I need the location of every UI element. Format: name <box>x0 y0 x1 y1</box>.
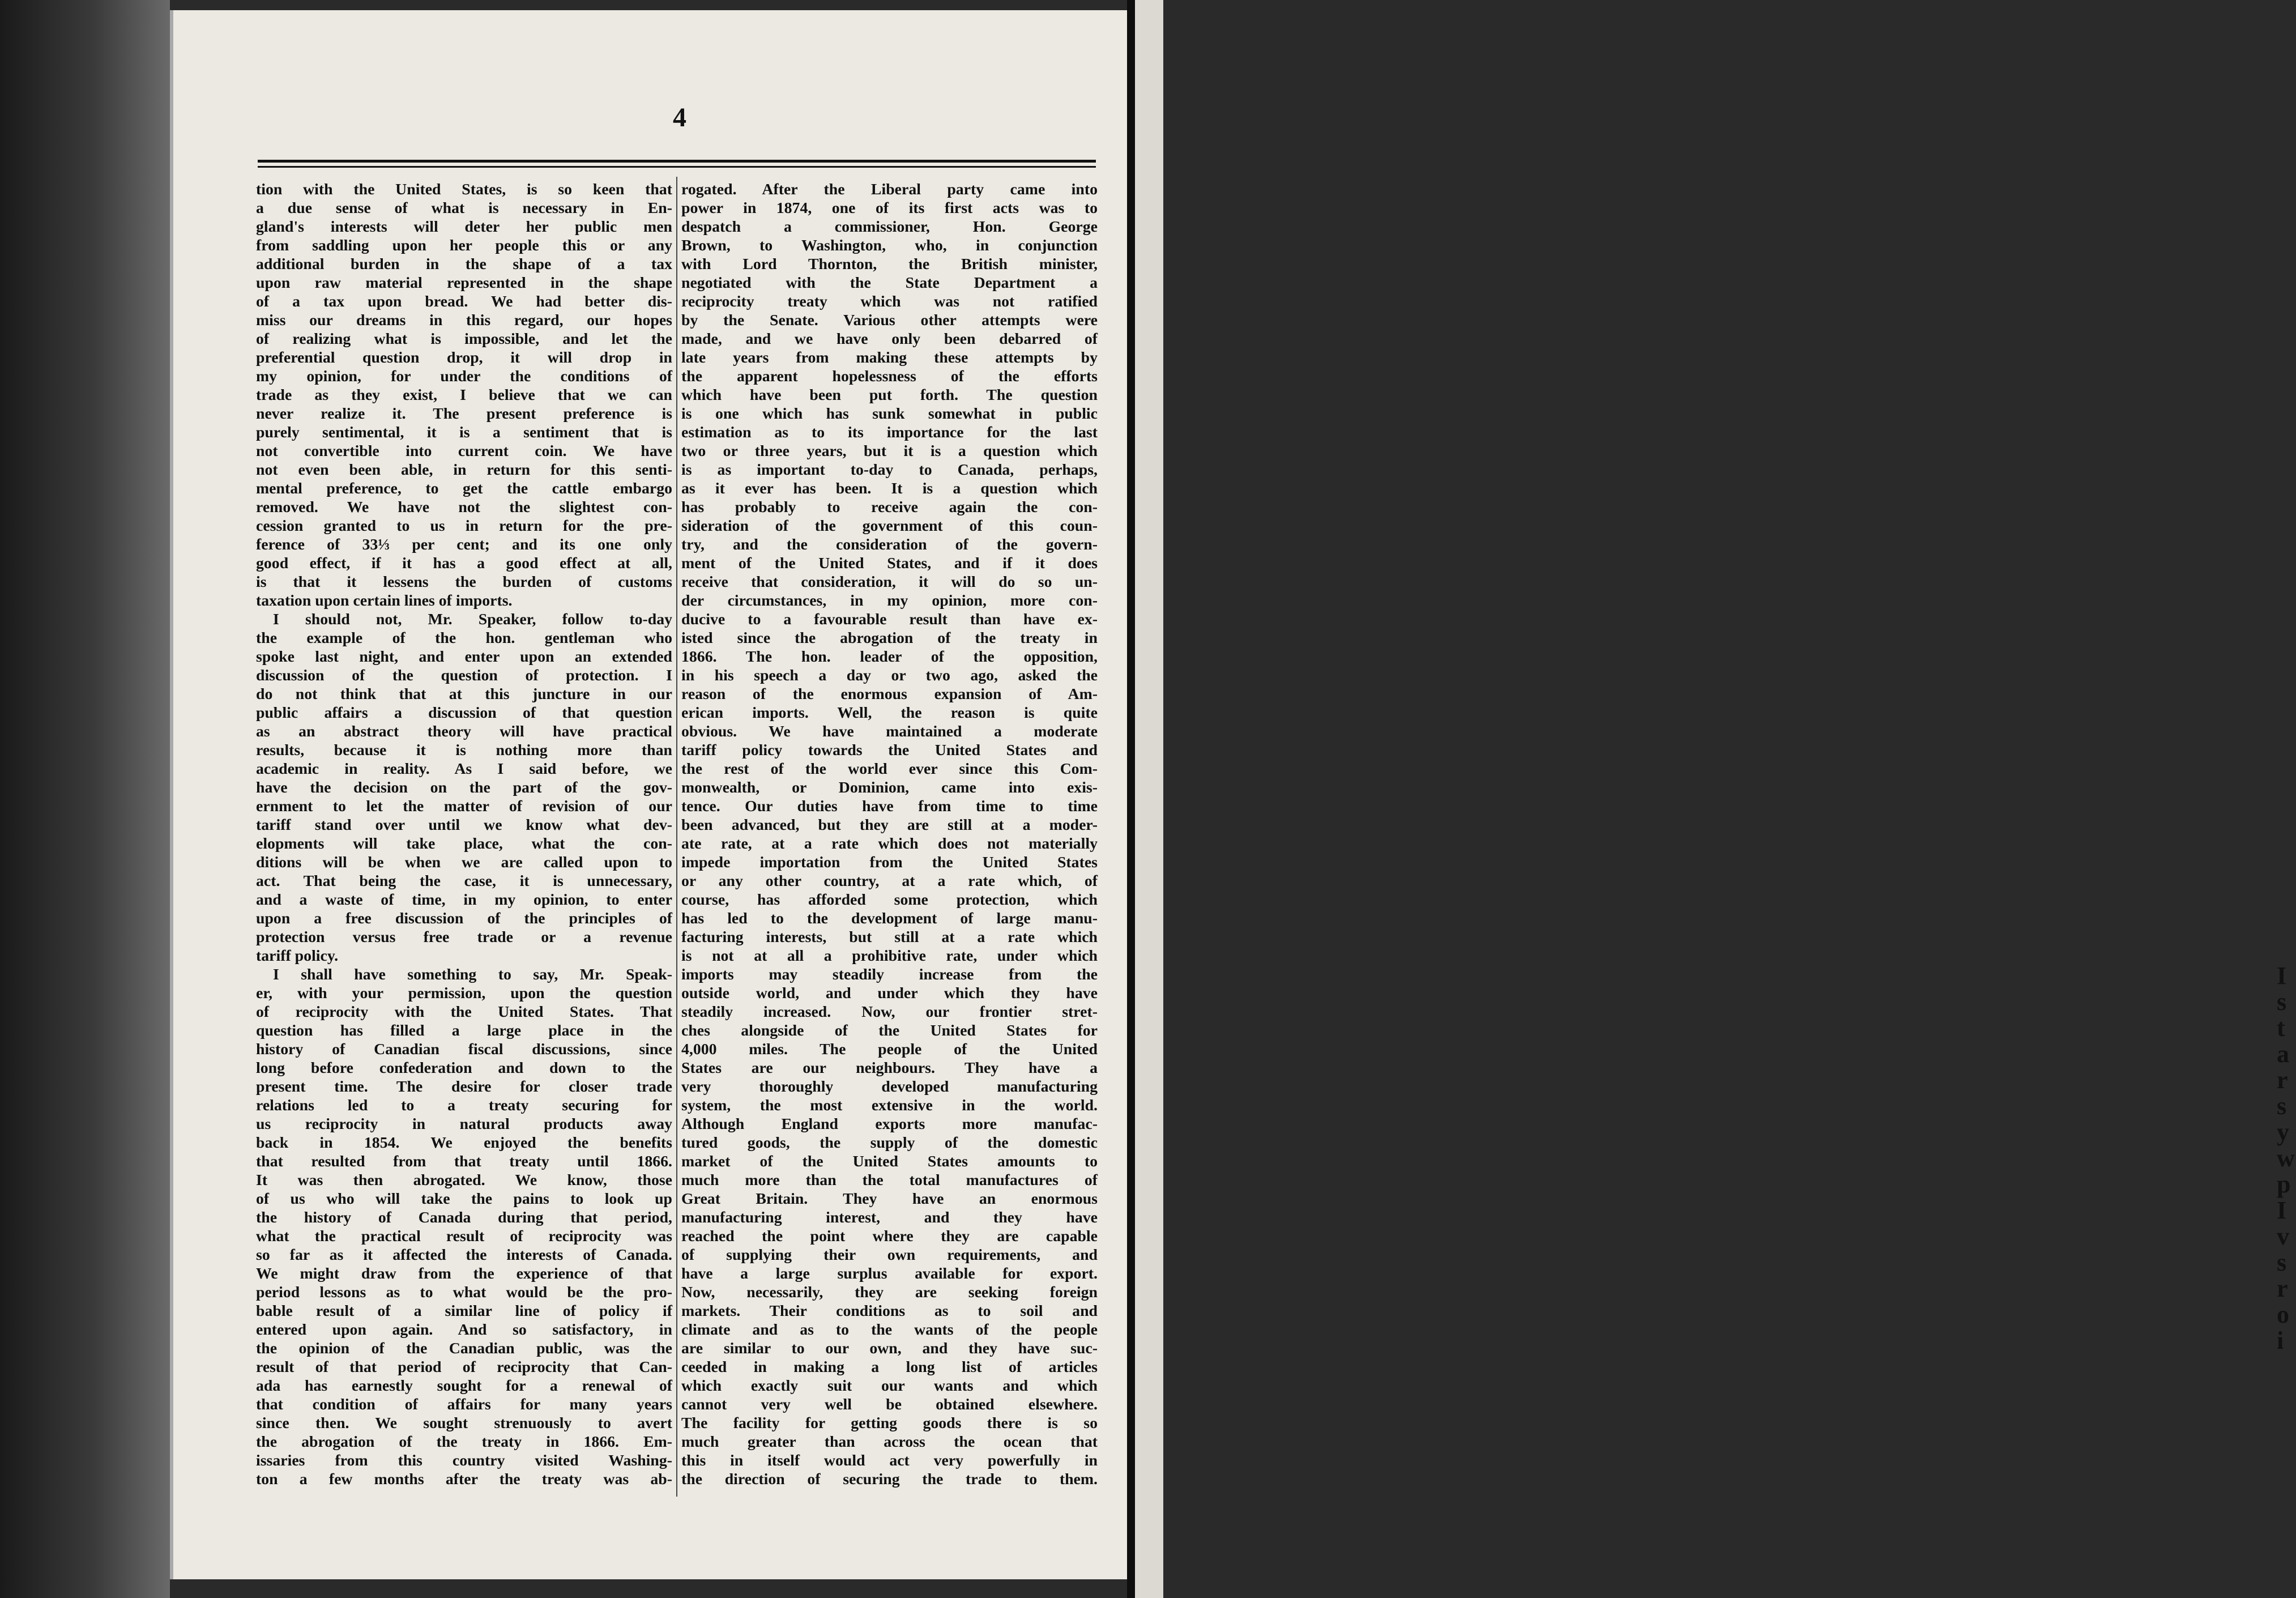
text-line: much greater than across the ocean that <box>681 1433 1098 1451</box>
text-line: much more than the total manufactures of <box>681 1171 1098 1189</box>
text-line: spoke last night, and enter upon an extended <box>256 648 672 666</box>
text-line: cession granted to us in return for the pre- <box>256 517 672 535</box>
header-rule-thin <box>258 166 1096 168</box>
text-line: market of the United States amounts to <box>681 1153 1098 1170</box>
text-line: as it ever has been. It is a question which <box>681 480 1098 497</box>
text-line: Although England exports more manufac- <box>681 1115 1098 1133</box>
text-line: miss our dreams in this regard, our hopes <box>256 312 672 329</box>
edge-letter: a <box>2277 1040 2289 1068</box>
text-line: It was then abrogated. We know, those <box>256 1171 672 1189</box>
text-line: The facility for getting goods there is so <box>681 1414 1098 1432</box>
text-line: ducive to a favourable result than have ex- <box>681 611 1098 628</box>
page-number: 4 <box>673 103 686 133</box>
text-line: reached the point where they are capable <box>681 1228 1098 1245</box>
text-line: relations led to a treaty securing for <box>256 1097 672 1114</box>
binding-shadow <box>1127 0 1135 1598</box>
text-line: by the Senate. Various other attempts were <box>681 312 1098 329</box>
text-line: protection versus free trade or a revenue <box>256 928 672 946</box>
text-line: reason of the enormous expansion of Am- <box>681 685 1098 703</box>
text-line: with Lord Thornton, the British minister, <box>681 255 1098 273</box>
edge-letter: I <box>2277 962 2287 990</box>
text-line: my opinion, for under the conditions of <box>256 368 672 385</box>
text-line: has led to the development of large manu- <box>681 910 1098 927</box>
text-line: ference of 33⅓ per cent; and its one only <box>256 536 672 553</box>
adjacent-page-edge <box>1135 0 2295 1598</box>
text-line: is that it lessens the burden of customs <box>256 573 672 591</box>
text-line: removed. We have not the slightest con- <box>256 498 672 516</box>
edge-letter: s <box>2277 1248 2287 1276</box>
text-line: upon raw material represented in the shape <box>256 274 672 292</box>
text-line: has probably to receive again the con- <box>681 498 1098 516</box>
edge-letter: s <box>2277 988 2287 1016</box>
column-divider <box>676 177 677 1497</box>
text-line: additional burden in the shape of a tax <box>256 255 672 273</box>
text-line: tured goods, the supply of the domestic <box>681 1134 1098 1152</box>
text-line: the example of the hon. gentleman who <box>256 629 672 647</box>
text-line: that resulted from that treaty until 1866. <box>256 1153 672 1170</box>
edge-letter: w <box>2277 1144 2295 1172</box>
text-line: manufacturing interest, and they have <box>681 1209 1098 1226</box>
text-line: Now, necessarily, they are seeking foreign <box>681 1284 1098 1301</box>
text-line: back in 1854. We enjoyed the benefits <box>256 1134 672 1152</box>
text-line: er, with your permission, upon the question <box>256 985 672 1002</box>
text-line: the abrogation of the treaty in 1866. Em- <box>256 1433 672 1451</box>
text-line: have a large surplus available for export. <box>681 1265 1098 1282</box>
text-line: bable result of a similar line of policy if <box>256 1302 672 1320</box>
text-line: and a waste of time, in my opinion, to enter <box>256 891 672 909</box>
text-line: that condition of affairs for many years <box>256 1396 672 1413</box>
text-line: despatch a commissioner, Hon. George <box>681 218 1098 236</box>
text-line: trade as they exist, I believe that we can <box>256 386 672 404</box>
text-line: ate rate, at a rate which does not materially <box>681 835 1098 853</box>
text-line: mental preference, to get the cattle embargo <box>256 480 672 497</box>
text-line: ditions will be when we are called upon to <box>256 854 672 871</box>
text-line: estimation as to its importance for the last <box>681 424 1098 441</box>
text-line: the opinion of the Canadian public, was the <box>256 1340 672 1357</box>
text-line: gland's interests will deter her public men <box>256 218 672 236</box>
text-line: ada has earnestly sought for a renewal of <box>256 1377 672 1395</box>
text-line: impede importation from the United States <box>681 854 1098 871</box>
text-line: made, and we have only been debarred of <box>681 330 1098 348</box>
text-line: us reciprocity in natural products away <box>256 1115 672 1133</box>
text-line: what the practical result of reciprocity was <box>256 1228 672 1245</box>
text-line: system, the most extensive in the world. <box>681 1097 1098 1114</box>
text-line: I shall have something to say, Mr. Speak- <box>273 966 672 983</box>
edge-letter: s <box>2277 1092 2287 1120</box>
text-line: as an abstract theory will have practical <box>256 723 672 740</box>
header-rule-thick <box>258 160 1096 163</box>
text-line: issaries from this country visited Washing- <box>256 1452 672 1469</box>
text-line: do not think that at this juncture in our <box>256 685 672 703</box>
text-line: never realize it. The present preference is <box>256 405 672 423</box>
text-line: taxation upon certain lines of imports. <box>256 592 513 610</box>
text-line: power in 1874, one of its first acts was to <box>681 199 1098 217</box>
text-line: present time. The desire for closer trade <box>256 1078 672 1096</box>
text-line: the history of Canada during that period, <box>256 1209 672 1226</box>
text-line: monwealth, or Dominion, came into exis- <box>681 779 1098 796</box>
text-line: isted since the abrogation of the treaty in <box>681 629 1098 647</box>
text-line: 4,000 miles. The people of the United <box>681 1041 1098 1058</box>
text-line: long before confederation and down to the <box>256 1059 672 1077</box>
text-line: the rest of the world ever since this Com- <box>681 760 1098 778</box>
text-line: question has filled a large place in the <box>256 1022 672 1039</box>
text-line: not even been able, in return for this senti- <box>256 461 672 479</box>
text-line: results, because it is nothing more than <box>256 742 672 759</box>
text-line: elopments will take place, what the con- <box>256 835 672 853</box>
text-line: course, has afforded some protection, which <box>681 891 1098 909</box>
text-line: have the decision on the part of the gov- <box>256 779 672 796</box>
text-line: which exactly suit our wants and which <box>681 1377 1098 1395</box>
text-line: this in itself would act very powerfully in <box>681 1452 1098 1469</box>
edge-letter: I <box>2277 1196 2287 1224</box>
text-line: ceeded in making a long list of articles <box>681 1358 1098 1376</box>
text-line: States are our neighbours. They have a <box>681 1059 1098 1077</box>
text-line: markets. Their conditions as to soil and <box>681 1302 1098 1320</box>
text-line: two or three years, but it is a question which <box>681 442 1098 460</box>
text-line: preferential question drop, it will drop in <box>256 349 672 367</box>
text-line: obvious. We have maintained a moderate <box>681 723 1098 740</box>
text-line: We might draw from the experience of that <box>256 1265 672 1282</box>
text-line: Great Britain. They have an enormous <box>681 1190 1098 1208</box>
text-line: act. That being the case, it is unnecessary, <box>256 872 672 890</box>
left-column <box>256 180 672 1489</box>
text-line: not convertible into current coin. We have <box>256 442 672 460</box>
edge-letter: p <box>2277 1170 2291 1198</box>
text-line: a due sense of what is necessary in En- <box>256 199 672 217</box>
text-line: sideration of the government of this coun- <box>681 517 1098 535</box>
edge-letter: r <box>2277 1275 2288 1302</box>
right-column <box>681 180 1098 1489</box>
text-line: ment of the United States, and if it does <box>681 555 1098 572</box>
text-line: cannot very well be obtained elsewhere. <box>681 1396 1098 1413</box>
text-line: is not at all a prohibitive rate, under which <box>681 947 1098 965</box>
text-line: from saddling upon her people this or any <box>256 237 672 254</box>
edge-letter: r <box>2277 1066 2288 1094</box>
text-line: in his speech a day or two ago, asked the <box>681 667 1098 684</box>
text-line: reciprocity treaty which was not ratified <box>681 293 1098 310</box>
text-line: upon a free discussion of the principles of <box>256 910 672 927</box>
text-line: the direction of securing the trade to them. <box>681 1471 1098 1488</box>
text-line: try, and the consideration of the govern- <box>681 536 1098 553</box>
text-line: are similar to our own, and they have suc- <box>681 1340 1098 1357</box>
text-line: been advanced, but they are still at a moder- <box>681 816 1098 834</box>
text-line: of us who will take the pains to look up <box>256 1190 672 1208</box>
text-line: so far as it affected the interests of Canada. <box>256 1246 672 1264</box>
text-line: der circumstances, in my opinion, more con- <box>681 592 1098 610</box>
adjacent-page-letters <box>2277 963 2296 1354</box>
text-line: very thoroughly developed manufacturing <box>681 1078 1098 1096</box>
text-line: rogated. After the Liberal party came into <box>681 181 1098 198</box>
text-line: facturing interests, but still at a rate which <box>681 928 1098 946</box>
text-line: Brown, to Washington, who, in conjunction <box>681 237 1098 254</box>
text-line: public affairs a discussion of that question <box>256 704 672 722</box>
text-line: imports may steadily increase from the <box>681 966 1098 983</box>
text-line: steadily increased. Now, our frontier stret- <box>681 1003 1098 1021</box>
edge-letter: i <box>2277 1327 2284 1354</box>
text-line: erican imports. Well, the reason is quite <box>681 704 1098 722</box>
text-line: 1866. The hon. leader of the opposition, <box>681 648 1098 666</box>
text-line: tariff stand over until we know what dev- <box>256 816 672 834</box>
text-line: period lessons as to what would be the pro- <box>256 1284 672 1301</box>
text-line: result of that period of reciprocity that Can- <box>256 1358 672 1376</box>
text-line: of supplying their own requirements, and <box>681 1246 1098 1264</box>
text-line: which have been put forth. The question <box>681 386 1098 404</box>
text-line: purely sentimental, it is a sentiment that is <box>256 424 672 441</box>
text-line: receive that consideration, it will do so un- <box>681 573 1098 591</box>
text-line: ernment to let the matter of revision of our <box>256 798 672 815</box>
text-line: tariff policy. <box>256 947 339 965</box>
text-line: climate and as to the wants of the people <box>681 1321 1098 1339</box>
text-line: I should not, Mr. Speaker, follow to-day <box>273 611 672 628</box>
text-line: the apparent hopelessness of the efforts <box>681 368 1098 385</box>
text-line: tion with the United States, is so keen that <box>256 181 672 198</box>
text-line: late years from making these attempts by <box>681 349 1098 367</box>
text-line: since then. We sought strenuously to avert <box>256 1414 672 1432</box>
text-line: is as important to-day to Canada, perhaps, <box>681 461 1098 479</box>
text-line: discussion of the question of protection. I <box>256 667 672 684</box>
text-line: tariff policy towards the United States and <box>681 742 1098 759</box>
text-line: or any other country, at a rate which, of <box>681 872 1098 890</box>
text-line: ton a few months after the treaty was ab- <box>256 1471 672 1488</box>
text-line: of a tax upon bread. We had better dis- <box>256 293 672 310</box>
edge-letter: y <box>2277 1118 2289 1146</box>
text-line: of reciprocity with the United States. That <box>256 1003 672 1021</box>
text-line: academic in reality. As I said before, we <box>256 760 672 778</box>
scan-background-left <box>0 0 170 1598</box>
edge-letter: t <box>2277 1014 2285 1042</box>
text-line: history of Canadian fiscal discussions, since <box>256 1041 672 1058</box>
text-line: is one which has sunk somewhat in public <box>681 405 1098 423</box>
text-line: entered upon again. And so satisfactory, in <box>256 1321 672 1339</box>
text-line: negotiated with the State Department a <box>681 274 1098 292</box>
text-line: ches alongside of the United States for <box>681 1022 1098 1039</box>
edge-letter: v <box>2277 1222 2289 1250</box>
text-line: tence. Our duties have from time to time <box>681 798 1098 815</box>
text-line: of realizing what is impossible, and let the <box>256 330 672 348</box>
text-line: good effect, if it has a good effect at all, <box>256 555 672 572</box>
edge-letter: o <box>2277 1301 2289 1328</box>
text-line: outside world, and under which they have <box>681 985 1098 1002</box>
